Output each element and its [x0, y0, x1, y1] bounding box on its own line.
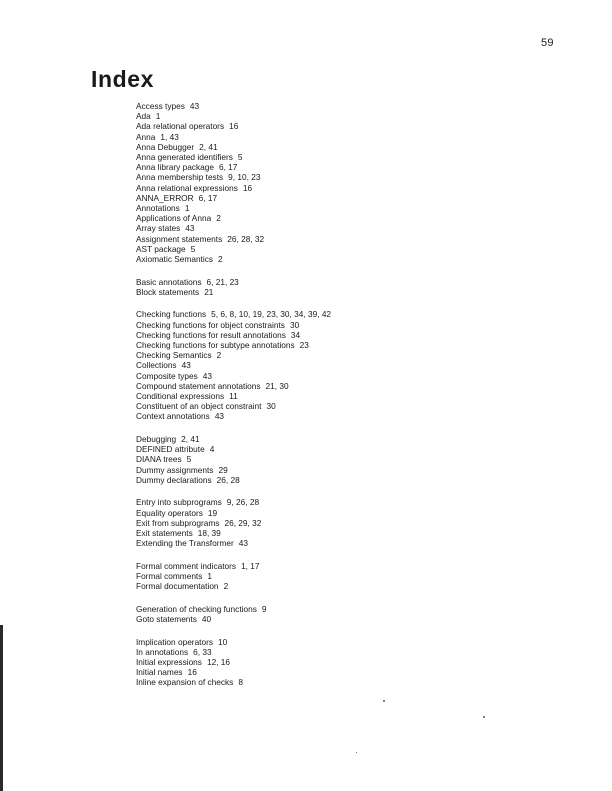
scan-speck — [356, 752, 357, 753]
index-group — [136, 637, 466, 688]
index-page-refs: 2 — [218, 254, 223, 265]
index-entry — [136, 183, 466, 193]
index-term: Formal comment indicators — [136, 560, 237, 571]
index-page-refs: 12, 16 — [206, 657, 231, 668]
index-term: In annotations — [136, 646, 189, 657]
index-term: Anna — [136, 131, 156, 142]
index-term: Constituent of an object constraint — [136, 401, 262, 412]
index-term: Collections — [136, 360, 177, 371]
index-page-refs: 2 — [216, 213, 221, 224]
index-entry — [136, 614, 466, 624]
index-entry — [136, 152, 466, 162]
index-entry — [136, 277, 466, 287]
index-page-refs: 29 — [218, 464, 228, 475]
index-page-refs: 43 — [189, 101, 200, 111]
index-page-refs: 30 — [266, 401, 276, 412]
index-page-refs: 1 — [207, 571, 213, 582]
index-group — [136, 434, 466, 485]
index-page-refs: 1, 43 — [160, 131, 179, 142]
index-page-refs: 4 — [209, 444, 215, 455]
index-group — [136, 604, 466, 624]
index-page-refs: 40 — [201, 614, 212, 625]
index-page-refs: 43 — [214, 411, 225, 422]
index-entry — [136, 111, 466, 121]
index-entry — [136, 528, 466, 538]
index-page-refs: 1, 17 — [241, 560, 260, 571]
index-entry — [136, 647, 466, 657]
index-entry — [136, 508, 466, 518]
index-entry — [136, 330, 466, 340]
index-term: DIANA trees — [136, 454, 182, 465]
index-page-refs: 1 — [155, 111, 161, 122]
index-term: Basic annotations — [136, 276, 202, 287]
index-entry — [136, 121, 466, 131]
index-entry — [136, 637, 466, 647]
index-term: Axiomatic Semantics — [136, 254, 214, 265]
index-entry — [136, 371, 466, 381]
index-term: Composite types — [136, 370, 198, 381]
index-term: Dummy declarations — [136, 474, 212, 485]
index-term: Anna membership tests — [136, 172, 224, 183]
index-term: Anna relational expressions — [136, 182, 238, 193]
index-entry — [136, 454, 466, 464]
index-term: Equality operators — [136, 507, 203, 518]
index-page-refs: 6, 17 — [218, 162, 238, 173]
index-entry — [136, 411, 466, 421]
index-page-refs: 5 — [190, 243, 196, 254]
index-page-refs: 21, 30 — [265, 380, 289, 391]
index-entry — [136, 518, 466, 528]
index-entry — [136, 142, 466, 152]
index-page-refs: 18, 39 — [197, 528, 221, 539]
index-entry — [136, 360, 466, 370]
index-term: Exit statements — [136, 528, 193, 539]
scan-edge-shadow — [0, 625, 3, 791]
index-term: Conditional expressions — [136, 391, 225, 402]
index-term: Goto statements — [136, 614, 197, 625]
index-list — [136, 101, 466, 700]
index-entry — [136, 162, 466, 172]
index-group — [136, 309, 466, 421]
index-page-refs: 6, 21, 23 — [206, 276, 239, 287]
page-title: Index — [91, 66, 155, 92]
index-page-refs: 43 — [185, 223, 195, 234]
index-term: Extending the Transformer — [136, 538, 234, 549]
index-entry — [136, 101, 466, 111]
index-entry — [136, 581, 466, 591]
index-term: Initial names — [136, 667, 183, 678]
index-term: Applications of Anna — [136, 213, 212, 224]
index-term: Annotations — [136, 203, 180, 214]
index-page-refs: 43 — [202, 370, 213, 381]
index-term: AST package — [136, 243, 186, 254]
index-term: Checking Semantics — [136, 350, 212, 361]
index-term: Checking functions — [136, 309, 207, 320]
index-term: Entry into subprograms — [136, 497, 222, 508]
index-entry — [136, 223, 466, 233]
index-page-refs: 16 — [229, 121, 239, 132]
index-group — [136, 497, 466, 548]
index-group — [136, 277, 466, 297]
index-page-refs: 10 — [218, 636, 228, 647]
index-group — [136, 561, 466, 592]
index-page-refs: 30 — [289, 319, 300, 330]
index-entry — [136, 657, 466, 667]
index-page-refs: 1 — [184, 203, 190, 214]
index-page-refs: 34 — [290, 329, 301, 340]
index-page-refs: 9, 26, 28 — [226, 497, 260, 508]
index-entry — [136, 132, 466, 142]
index-group — [136, 101, 466, 264]
index-entry — [136, 172, 466, 182]
index-term: Ada relational operators — [136, 121, 225, 132]
index-entry — [136, 203, 466, 213]
index-entry — [136, 350, 466, 360]
index-page-refs: 16 — [242, 182, 253, 193]
index-term: Compound statement annotations — [136, 380, 261, 391]
index-entry — [136, 309, 466, 319]
index-page-refs: 5 — [186, 454, 192, 465]
index-term: Formal comments — [136, 571, 203, 582]
index-term: Anna library package — [136, 162, 214, 173]
index-page-refs: 6, 33 — [193, 646, 212, 657]
index-page-refs: 11 — [229, 391, 238, 402]
index-page-refs: 2, 41 — [199, 141, 218, 152]
index-entry — [136, 401, 466, 411]
index-term: Checking functions for object constraints — [136, 319, 285, 330]
index-term: Anna generated identifiers — [136, 152, 233, 163]
index-page-refs: 2 — [216, 350, 222, 361]
index-term: Inline expansion of checks — [136, 677, 234, 688]
index-entry — [136, 475, 466, 485]
index-entry — [136, 391, 466, 401]
index-entry — [136, 254, 466, 264]
index-page-refs: 2 — [223, 581, 229, 592]
index-page-refs: 26, 28, 32 — [227, 233, 265, 244]
index-page-refs: 43 — [181, 360, 191, 371]
index-entry — [136, 571, 466, 581]
index-term: ANNA_ERROR — [136, 192, 194, 203]
page-number: 59 — [541, 37, 554, 49]
index-page-refs: 26, 28 — [216, 474, 240, 485]
index-entry — [136, 538, 466, 548]
index-term: Anna Debugger — [136, 141, 195, 152]
index-term: Implication operators — [136, 636, 214, 647]
index-term: DEFINED attribute — [136, 444, 205, 455]
scan-speck — [383, 700, 385, 702]
index-entry — [136, 677, 466, 687]
index-entry — [136, 444, 466, 454]
index-term: Block statements — [136, 286, 200, 297]
index-entry — [136, 667, 466, 677]
index-entry — [136, 340, 466, 350]
index-term: Generation of checking functions — [136, 603, 257, 614]
index-page-refs: 5 — [237, 152, 243, 163]
index-term: Debugging — [136, 434, 177, 445]
index-term: Assignment statements — [136, 233, 223, 244]
index-entry — [136, 381, 466, 391]
index-page-refs: 43 — [238, 538, 249, 549]
index-page-refs: 26, 29, 32 — [224, 517, 262, 528]
index-entry — [136, 193, 466, 203]
index-entry — [136, 434, 466, 444]
index-page-refs: 6, 17 — [198, 192, 218, 203]
index-page-refs: 19 — [207, 507, 218, 518]
index-term: Access types — [136, 101, 185, 111]
index-entry — [136, 561, 466, 571]
index-page-refs: 16 — [187, 667, 197, 678]
index-page-refs: 2, 41 — [181, 434, 200, 445]
index-term: Checking functions for result annotations — [136, 329, 286, 340]
index-entry — [136, 320, 466, 330]
index-page-refs: 9 — [261, 603, 267, 614]
index-entry — [136, 604, 466, 614]
index-term: Context annotations — [136, 411, 210, 422]
scan-speck — [483, 716, 485, 718]
index-entry — [136, 287, 466, 297]
index-term: Dummy assignments — [136, 464, 214, 475]
index-page-refs: 9, 10, 23 — [228, 172, 261, 183]
index-term: Formal documentation — [136, 581, 219, 592]
index-term: Checking functions for subtype annotations — [136, 340, 295, 351]
index-term: Ada — [136, 111, 151, 122]
index-entry — [136, 497, 466, 507]
index-entry — [136, 234, 466, 244]
index-entry — [136, 213, 466, 223]
index-term: Initial expressions — [136, 657, 202, 668]
index-entry — [136, 244, 466, 254]
index-page-refs: 21 — [204, 286, 214, 297]
index-term: Array states — [136, 223, 181, 234]
index-page-refs: 8 — [238, 677, 243, 688]
index-entry — [136, 465, 466, 475]
index-term: Exit from subprograms — [136, 517, 220, 528]
index-page-refs: 23 — [299, 340, 309, 351]
index-page-refs: 5, 6, 8, 10, 19, 23, 30, 34, 39, 42 — [211, 309, 332, 320]
